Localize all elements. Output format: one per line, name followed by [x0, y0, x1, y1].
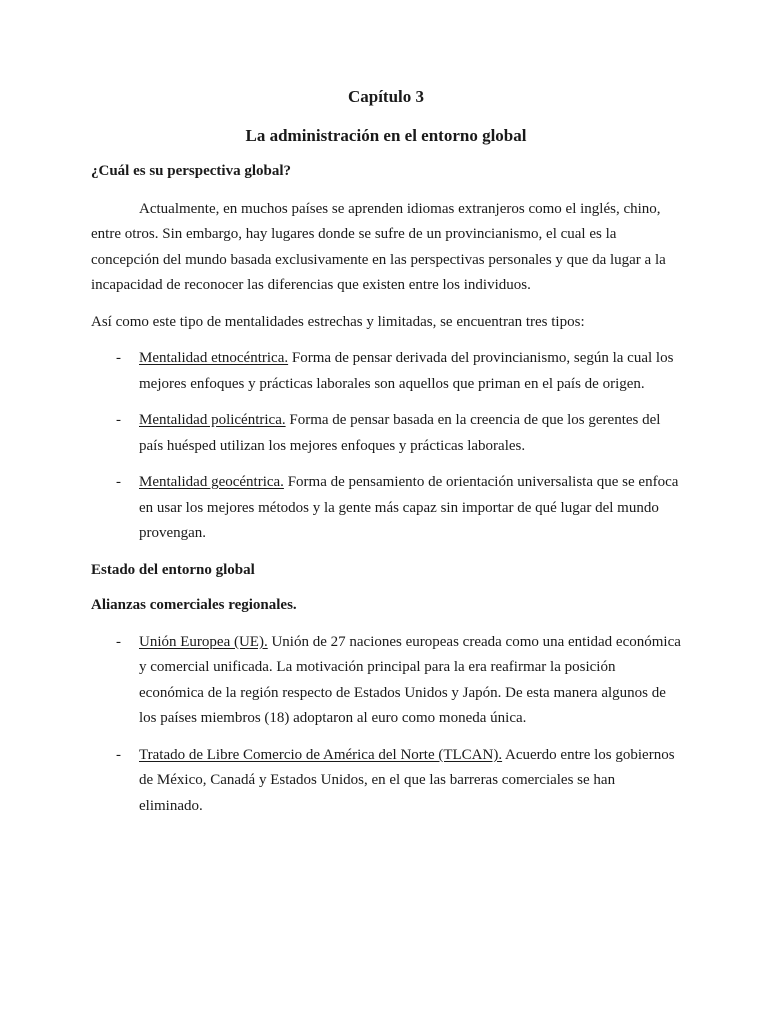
- section-heading-estado: Estado del entorno global: [91, 561, 255, 578]
- list-item: [91, 743, 681, 820]
- list-item: [91, 630, 681, 732]
- list-dash: -: [116, 633, 121, 650]
- list-item-term: Tratado de Libre Comercio de América del Norte (TLCAN).: [139, 746, 503, 763]
- list-item-text: Forma de pensar basada en la creencia de que los gerentes del país huésped utilizan los mejores enfoques y prácticas laborales.: [139, 412, 661, 454]
- chapter-number: Capítulo 3: [347, 87, 425, 106]
- list-dash: -: [116, 474, 121, 490]
- list-item-text: Unión de 27 naciones europeas creada como una entidad económica y comercial unificada. La motivación principal para la era reafirmar la posición económica de la región respecto de Estados Unidos y Japón. De esta manera algunos de los países miembros (18) adoptaron al euro como moneda única.: [139, 633, 681, 726]
- section-heading-perspectiva: ¿Cuál es su perspectiva global?: [91, 163, 292, 179]
- alianzas-list: [91, 630, 681, 820]
- list-intro: Así como este tipo de mentalidades estrechas y limitadas, se encuentran tres tipos:: [91, 313, 585, 330]
- list-item: [91, 408, 681, 459]
- document-page: [91, 84, 681, 819]
- list-item-term: Mentalidad policéntrica.: [139, 412, 286, 428]
- chapter-title: La administración en el entorno global: [245, 126, 527, 145]
- list-dash: -: [116, 746, 121, 763]
- list-item: [91, 346, 681, 397]
- list-item-text: Forma de pensamiento de orientación universalista que se enfoca en usar los mejores métodos y la gente más capaz sin importar de qué lugar del mundo provengan.: [139, 474, 679, 541]
- mentalidades-list: [91, 346, 681, 547]
- list-item-term: Unión Europea (UE).: [139, 633, 268, 650]
- list-item-term: Mentalidad etnocéntrica.: [139, 350, 289, 366]
- list-item-text: Forma de pensar derivada del provincianismo, según la cual los mejores enfoques y prácticas laborales son aquellos que priman en el país de origen.: [139, 350, 674, 392]
- list-item-text: Acuerdo entre los gobiernos de México, Canadá y Estados Unidos, en el que las barreras comerciales se han eliminado.: [139, 746, 675, 814]
- list-dash: -: [116, 412, 121, 428]
- body-paragraph: Actualmente, en muchos países se aprenden idiomas extranjeros como el inglés, chino, entre otros. Sin embargo, hay lugares donde se sufre de un provincianismo, el cual es la concepción del mundo basada exclusivamente en las perspectivas personales y que da lugar a la incapacidad de reconocer las diferencias que existen entre los individuos.: [91, 200, 666, 293]
- list-item-term: Mentalidad geocéntrica.: [139, 474, 284, 490]
- list-dash: -: [116, 350, 121, 366]
- subheading-alianzas: Alianzas comerciales regionales.: [91, 597, 297, 613]
- list-item: [91, 470, 681, 547]
